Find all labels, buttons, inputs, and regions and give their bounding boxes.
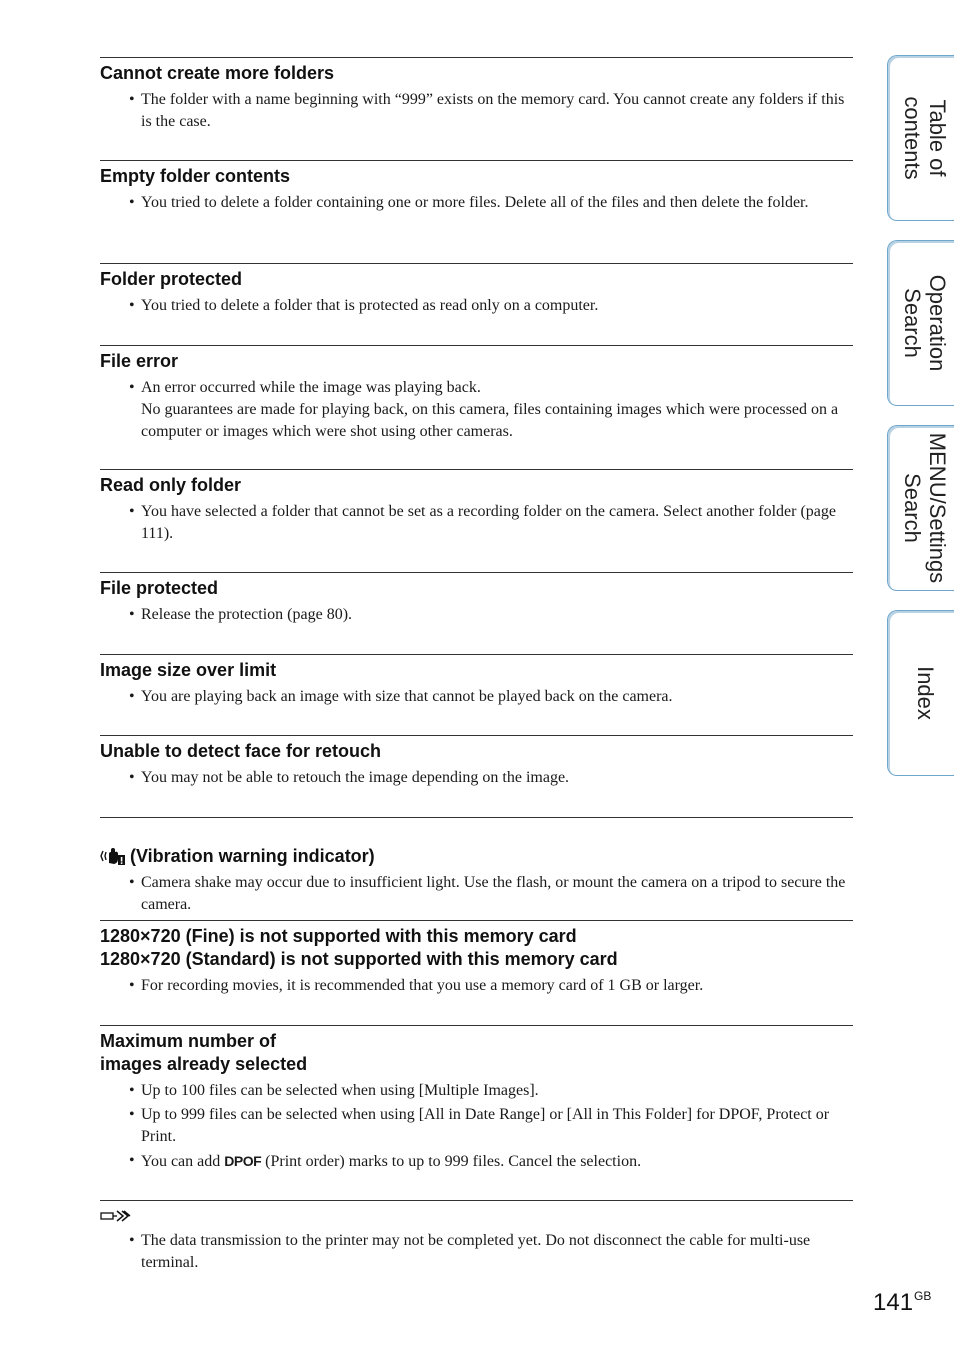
bullet-item: • You have selected a folder that cannot be set as a recording folder on the camera. Select another folder (page 111). (141, 501, 853, 545)
tab-menu-settings-search[interactable] (887, 425, 954, 591)
tab-label: Table of contents (900, 96, 950, 180)
section-maximum-images-selected (100, 1025, 853, 1200)
section-heading-text: (Vibration warning indicator) (130, 846, 375, 866)
bullet-item: • Camera shake may occur due to insufficient light. Use the flash, or mount the camera on a tripod to secure the camera. (141, 872, 853, 916)
bullet-list (100, 192, 853, 214)
vibration-warning-icon (100, 847, 126, 865)
page-number (873, 1289, 931, 1317)
section-unable-to-detect-face (100, 735, 853, 817)
bullet-continuation: No guarantees are made for playing back, on this camera, files containing images which were processed on a computer or images which were shot using other cameras. (141, 401, 839, 440)
section-file-error (100, 345, 853, 469)
section-heading (100, 822, 853, 868)
tab-operation-search[interactable] (887, 240, 954, 406)
section-heading: Image size over limit (100, 660, 277, 680)
section-read-only-folder (100, 469, 853, 572)
page-number-suffix: GB (914, 1289, 932, 1303)
section-heading: File protected (100, 578, 219, 598)
bullet-list (100, 686, 853, 708)
bullet-item: • The folder with a name beginning with “999” exists on the memory card. You cannot create any folders if this is the case. (141, 89, 853, 133)
section-heading: Read only folder (100, 475, 242, 495)
bullet-list (100, 501, 853, 545)
section-heading: File error (100, 351, 179, 371)
section-heading: Empty folder contents (100, 166, 291, 186)
bullet-list (100, 604, 853, 626)
tab-table-of-contents[interactable] (887, 55, 954, 221)
bullet-item: • You are playing back an image with size that cannot be played back on the camera. (141, 686, 853, 708)
page-number-value: 141 (873, 1289, 914, 1316)
bullet-item: • The data transmission to the printer may not be completed yet. Do not disconnect the cable for multi-use terminal. (141, 1230, 853, 1274)
bullet-item: • Release the protection (page 80). (141, 604, 853, 626)
bullet-list (100, 377, 853, 443)
bullet-text: You can add (141, 1153, 225, 1170)
section-1280x720-not-supported (100, 920, 853, 1025)
bullet-item (141, 377, 853, 443)
section-folder-protected (100, 263, 853, 345)
section-image-size-over-limit (100, 654, 853, 735)
section-heading: Unable to detect face for retouch (100, 741, 382, 761)
section-vibration-warning (100, 817, 853, 920)
section-heading: Folder protected (100, 269, 243, 289)
section-cannot-create-more-folders (100, 57, 853, 160)
section-empty-folder-contents (100, 160, 853, 263)
bullet-text: An error occurred while the image was playing back. (141, 379, 481, 396)
bullet-list (100, 975, 853, 997)
section-heading: Cannot create more folders (100, 63, 335, 83)
bullet-item (141, 1150, 853, 1173)
manual-content (100, 57, 853, 1281)
section-file-protected (100, 572, 853, 654)
bullet-item: • You tried to delete a folder that is protected as read only on a computer. (141, 295, 853, 317)
bullet-list (100, 89, 853, 133)
tab-label: Index (913, 666, 938, 720)
bullet-list (100, 295, 853, 317)
bullet-list (100, 1230, 853, 1274)
bullet-list (100, 767, 853, 789)
section-printer-note (100, 1200, 853, 1281)
dpof-mark-icon: DPOF (224, 1153, 262, 1169)
bullet-item: • You tried to delete a folder containing one or more files. Delete all of the files and then delete the folder. (141, 192, 853, 214)
bullet-item: • Up to 100 files can be selected when using [Multiple Images]. (141, 1080, 853, 1102)
section-heading: Maximum number of images already selected (100, 1031, 308, 1074)
bullet-item: • For recording movies, it is recommended that you use a memory card of 1 GB or larger. (141, 975, 853, 997)
bullet-text: (Print order) marks to up to 999 files. Cancel the selection. (261, 1153, 642, 1170)
tab-index[interactable] (887, 610, 954, 776)
section-heading: 1280×720 (Fine) is not supported with this memory card 1280×720 (Standard) is not supported with this memory card (100, 926, 618, 969)
bullet-list (100, 872, 853, 916)
printer-connection-icon (100, 1208, 132, 1224)
bullet-item: • Up to 999 files can be selected when using [All in Date Range] or [All in This Folder] for DPOF, Protect or Print. (141, 1104, 853, 1148)
bullet-list (100, 1080, 853, 1173)
tab-label: MENU/Settings Search (900, 432, 950, 584)
bullet-item: • You may not be able to retouch the image depending on the image. (141, 767, 853, 789)
tab-label: Operation Search (900, 274, 950, 372)
